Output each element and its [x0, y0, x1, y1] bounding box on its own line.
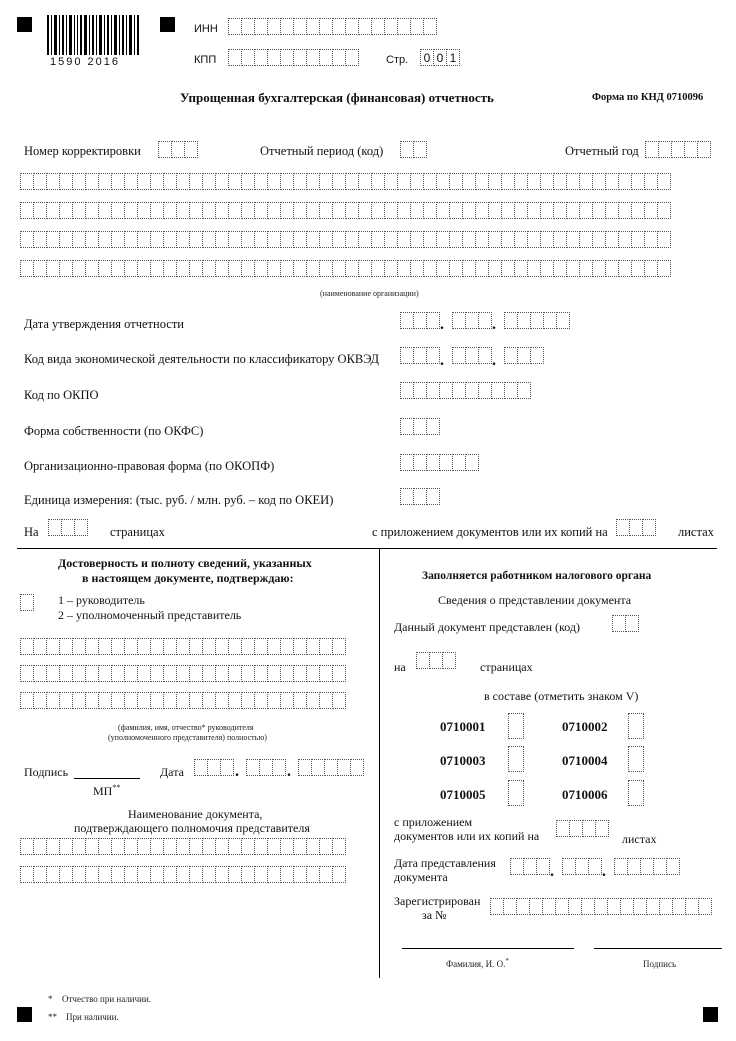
signer-option-head: 1 – руководитель [58, 593, 145, 607]
pages-label: страницах [110, 525, 165, 539]
submission-date-line2: документа [394, 870, 448, 884]
form-code-0710002: 0710002 [562, 719, 608, 734]
submission-year-field[interactable] [614, 858, 680, 875]
confirmation-heading-line1: Достоверность и полноту сведений, указанных [58, 556, 312, 570]
okved-field-2[interactable] [452, 347, 492, 364]
attachments-count-field[interactable] [616, 519, 656, 536]
signer-type-field[interactable] [20, 594, 34, 611]
approval-year-field[interactable] [504, 312, 570, 329]
organization-name-row[interactable] [20, 260, 671, 277]
right-pages-label: страницах [480, 660, 533, 674]
corner-marker-top-left [17, 17, 32, 32]
okpo-field[interactable] [400, 382, 531, 399]
right-attachments-field[interactable] [556, 820, 609, 837]
signer-option-representative: 2 – уполномоченный представитель [58, 608, 242, 622]
okved-label: Код вида экономической деятельности по классификатору ОКВЭД [24, 352, 379, 366]
officer-signature-caption: Подпись [643, 959, 677, 969]
report-year-field[interactable] [645, 141, 711, 158]
approval-day-field[interactable] [400, 312, 440, 329]
sign-month-field[interactable] [246, 759, 286, 776]
signature-label: Подпись [24, 765, 69, 779]
inn-label: ИНН [194, 23, 218, 35]
form-checkbox-0710004[interactable] [628, 746, 644, 772]
registered-line1: Зарегистрирован [394, 894, 481, 908]
sign-year-field[interactable] [298, 759, 364, 776]
signer-fio-row[interactable] [20, 638, 346, 655]
fio-caption-line1: (фамилия, имя, отчество* руководителя [118, 723, 254, 732]
report-period-label: Отчетный период (код) [260, 144, 384, 158]
right-sheets-label: листах [622, 832, 657, 846]
form-code-0710001: 0710001 [440, 719, 486, 734]
submission-date-line1: Дата представления [394, 856, 496, 870]
correction-number-field[interactable] [158, 141, 198, 158]
stamp-label: МП** [93, 783, 121, 798]
inn-field[interactable] [228, 18, 437, 35]
section-divider [17, 548, 717, 549]
form-checkbox-0710003[interactable] [508, 746, 524, 772]
authority-doc-row[interactable] [20, 866, 346, 883]
submitted-code-field[interactable] [612, 615, 639, 632]
officer-name-line[interactable] [402, 948, 574, 949]
sign-day-field[interactable] [194, 759, 234, 776]
tax-officer-heading: Заполняется работником налогового органа [422, 570, 652, 582]
footnote2-text: При наличии. [66, 1012, 119, 1022]
form-code-0710003: 0710003 [440, 753, 486, 768]
stamp-footnote-mark: ** [112, 783, 121, 792]
okfs-label: Форма собственности (по ОКФС) [24, 424, 204, 438]
organization-name-row[interactable] [20, 202, 671, 219]
unit-field[interactable] [400, 488, 440, 505]
registration-number-field[interactable] [490, 898, 712, 915]
sign-date-label: Дата [160, 765, 184, 779]
page-digit: 1 [446, 49, 460, 66]
authority-doc-row[interactable] [20, 838, 346, 855]
kpp-field[interactable] [228, 49, 359, 66]
form-checkbox-0710005[interactable] [508, 780, 524, 806]
report-year-label: Отчетный год [565, 144, 639, 158]
officer-name-caption: Фамилия, И. О.* [446, 957, 509, 969]
okpo-label: Код по ОКПО [24, 388, 99, 402]
composition-label: в составе (отметить знаком V) [484, 689, 639, 703]
form-code-0710006: 0710006 [562, 787, 608, 802]
approval-month-field[interactable] [452, 312, 492, 329]
sheets-label: листах [678, 525, 714, 539]
signature-line[interactable] [74, 778, 140, 779]
form-code-0710005: 0710005 [440, 787, 486, 802]
corner-marker-top-right [160, 17, 175, 32]
okfs-field[interactable] [400, 418, 440, 435]
submitted-code-label: Данный документ представлен (код) [394, 620, 580, 634]
attachments-label: с приложением документов или их копий на [372, 525, 608, 539]
organization-name-row[interactable] [20, 173, 671, 190]
document-title: Упрощенная бухгалтерская (финансовая) отчетность [180, 90, 494, 105]
footnote2-mark: ** [48, 1012, 57, 1022]
submission-month-field[interactable] [562, 858, 602, 875]
report-period-field[interactable] [400, 141, 427, 158]
kpp-label: КПП [194, 54, 217, 66]
form-checkbox-0710006[interactable] [628, 780, 644, 806]
submission-day-field[interactable] [510, 858, 550, 875]
okved-field-1[interactable] [400, 347, 440, 364]
corner-marker-bottom-left [17, 1007, 32, 1022]
form-code-0710004: 0710004 [562, 753, 608, 768]
pages-on-label: На [24, 525, 39, 539]
registered-line2: за № [422, 908, 447, 922]
okved-field-3[interactable] [504, 347, 544, 364]
barcode-number: 1590 2016 [50, 56, 120, 68]
right-pages-field[interactable] [416, 652, 456, 669]
pages-count-field[interactable] [48, 519, 88, 536]
form-code: Форма по КНД 0710096 [592, 92, 704, 103]
page-digit: 0 [420, 49, 434, 66]
authority-doc-line2: подтверждающего полномочия представителя [74, 821, 310, 835]
organization-name-caption: (наименование организации) [320, 289, 419, 298]
page-label: Стр. [386, 54, 409, 66]
approval-date-label: Дата утверждения отчетности [24, 317, 184, 331]
submission-subheading: Сведения о представлении документа [438, 593, 632, 607]
officer-signature-line[interactable] [594, 948, 722, 949]
barcode [47, 15, 139, 55]
right-attachments-line2: документов или их копий на [394, 829, 540, 843]
fio-caption-line2: (уполномоченного представителя) полностью) [108, 733, 267, 742]
signer-fio-row[interactable] [20, 692, 346, 709]
okopf-label: Организационно-правовая форма (по ОКОПФ) [24, 459, 275, 473]
form-checkbox-0710002[interactable] [628, 713, 644, 739]
footnote1-text: Отчество при наличии. [62, 994, 152, 1004]
confirmation-heading-line2: в настоящем документе, подтверждаю: [82, 571, 294, 585]
right-on-label: на [394, 660, 406, 674]
corner-marker-bottom-right [703, 1007, 718, 1022]
column-divider [379, 548, 380, 978]
okopf-field[interactable] [400, 454, 479, 471]
right-attachments-line1: с приложением [394, 815, 473, 829]
authority-doc-line1: Наименование документа, [128, 807, 263, 821]
footnote1-mark: * [48, 994, 53, 1004]
unit-label: Единица измерения: (тыс. руб. / млн. руб. – код по ОКЕИ) [24, 493, 334, 507]
correction-number-label: Номер корректировки [24, 144, 141, 158]
page-digit: 0 [433, 49, 447, 66]
organization-name-row[interactable] [20, 231, 671, 248]
page-number-field[interactable] [420, 49, 460, 66]
signer-fio-row[interactable] [20, 665, 346, 682]
form-checkbox-0710001[interactable] [508, 713, 524, 739]
